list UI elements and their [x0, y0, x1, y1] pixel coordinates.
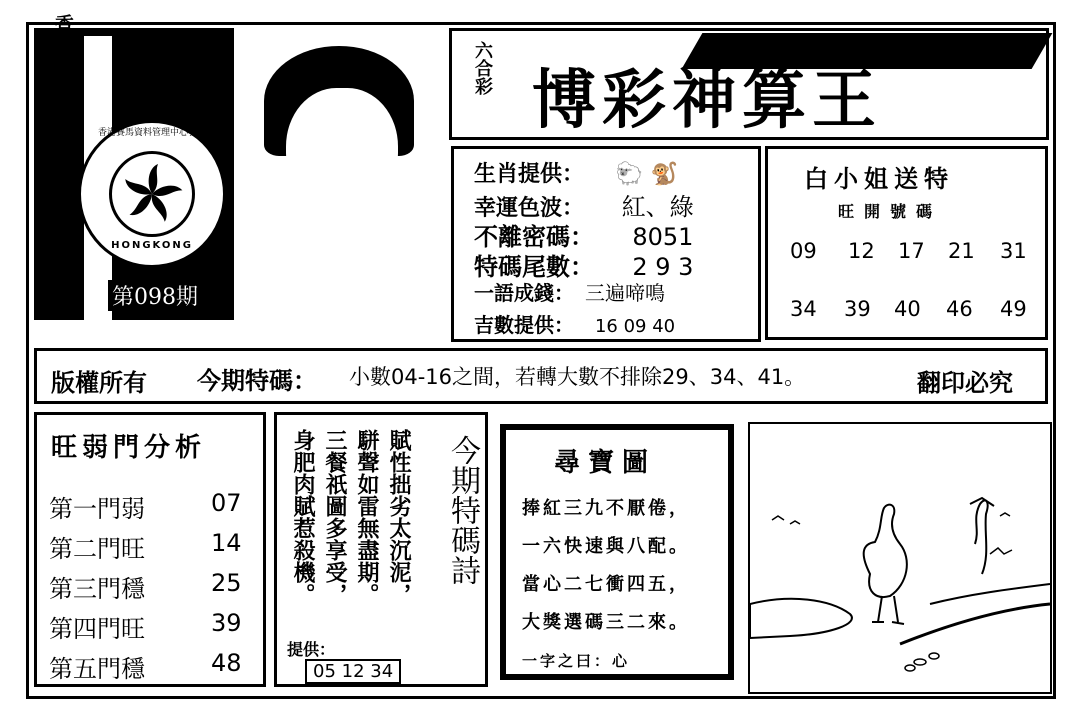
- special-code-text: 小數04-16之間，若轉大數不排除29、34、41。: [349, 365, 806, 389]
- poem-title: 今期特碼詩: [445, 435, 480, 585]
- special-number: 49: [1000, 297, 1027, 321]
- goose-drawing-icon: [750, 424, 1050, 692]
- door-analysis-panel: [34, 412, 266, 687]
- special-heading: 白小姐送特: [804, 164, 954, 193]
- poem-line: 賦性拙劣太沉泥，: [386, 429, 412, 605]
- poem-panel: [274, 412, 488, 687]
- treasure-line: 捧紅三九不厭倦，: [522, 498, 690, 519]
- emblem-text: HONGKONG: [111, 240, 193, 251]
- treasure-line: 大獎選碼三二來。: [522, 612, 690, 633]
- special-number: 46: [946, 297, 973, 321]
- zodiac-label: 生肖提供：: [474, 162, 585, 187]
- model-face: [286, 88, 398, 218]
- phrase-label: 一語成錢：: [474, 281, 574, 305]
- issue-number: 第098期: [108, 280, 202, 311]
- page-title: 博彩神算王: [532, 63, 882, 138]
- provided-numbers: 05 12 34: [305, 659, 401, 684]
- special-number: 31: [1000, 239, 1027, 263]
- special-panel: [765, 146, 1048, 340]
- special-number: 40: [894, 297, 921, 321]
- treasure-hint: 一字之曰：心: [522, 652, 631, 670]
- door-row: 第一門弱 07: [49, 489, 242, 523]
- goose-illustration: [748, 422, 1052, 694]
- door-row: 第二門旺 14: [49, 529, 242, 563]
- provided-label: 提供：: [287, 640, 336, 659]
- zodiac-icons: 🐑 🐒: [615, 162, 679, 187]
- special-number: 21: [948, 239, 975, 263]
- door-row: 第四門旺 39: [49, 609, 242, 643]
- tail-value: 2 9 3: [632, 253, 694, 281]
- special-number: 12: [848, 239, 875, 263]
- door-row: 第五門穩 48: [49, 649, 242, 683]
- reprint-label: 翻印必究: [917, 368, 1013, 397]
- title-small-vertical: 六合彩: [472, 41, 493, 95]
- treasure-line: 當心二七衝四五，: [522, 574, 690, 595]
- treasure-heading: 尋寶圖: [554, 448, 657, 478]
- lucky-value: 16 09 40: [594, 316, 676, 337]
- emblem-ring-text: 香港賽馬資料管理中心發行: [97, 128, 206, 138]
- tail-label: 特碼尾數：: [474, 253, 594, 281]
- copyright-label: 版權所有: [51, 368, 147, 397]
- special-subheading: 旺開號碼: [838, 202, 943, 221]
- poem-line: 三餐祇圖多享受，: [322, 429, 348, 605]
- poem-line: 身肥肉賦惹殺機。: [290, 429, 316, 605]
- treasure-line: 一六快速與八配。: [522, 536, 690, 557]
- hongkong-emblem-icon: [78, 120, 226, 268]
- announcement-bar: [34, 348, 1048, 404]
- door-heading: 旺弱門分析: [51, 433, 207, 463]
- vertical-credit: 香港六合彩券信息中心榮譽出品: [52, 14, 74, 294]
- lucky-label: 吉數提供：: [474, 313, 574, 337]
- special-number: 34: [790, 297, 817, 321]
- code-value: 8051: [632, 223, 694, 251]
- special-number: 09: [790, 239, 817, 263]
- treasure-map-panel: [500, 424, 734, 680]
- poem-line: 駢聲如雷無盡期。: [354, 429, 380, 605]
- info-panel: [451, 146, 761, 342]
- phrase-value: 三遍啼鳴: [584, 281, 665, 305]
- model-shoulder: [244, 228, 440, 320]
- special-number: 39: [844, 297, 871, 321]
- bauhinia-icon: [112, 154, 192, 234]
- title-banner: [449, 28, 1049, 140]
- special-number: 17: [898, 239, 925, 263]
- door-row: 第三門穩 25: [49, 569, 242, 603]
- color-value: 紅、綠: [621, 193, 694, 221]
- code-label: 不離密碼：: [474, 223, 594, 251]
- color-label: 幸運色波：: [474, 196, 585, 221]
- special-code-label: 今期特碼：: [197, 367, 317, 395]
